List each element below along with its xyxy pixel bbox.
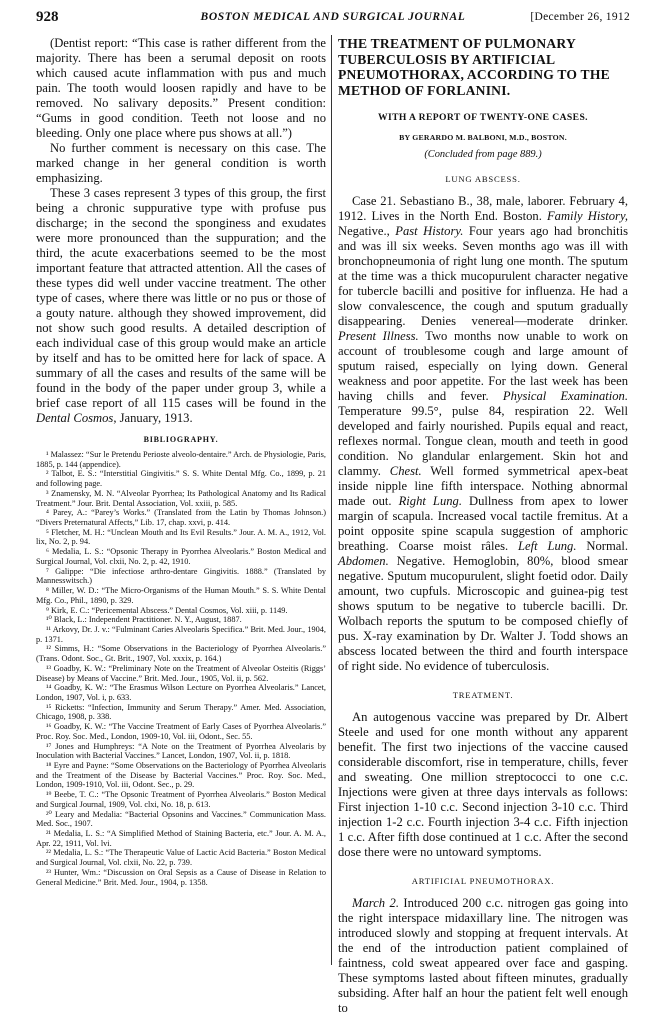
paragraph: (Dentist report: “This case is rather different from the majority. There has been a serumal deposit on roots which caused acute inflammation with pus and much pain. The tooth would loosen rapidly and have to be removed. No salivary deposits.” Present condition: “Gums in good condition. Teeth not loose and no bleeding. Only one place where pus shows at all.”) (36, 36, 326, 140)
column-divider (331, 35, 332, 965)
lung-abscess-heading: LUNG ABSCESS. (445, 174, 521, 184)
case-text: Case 21. Sebastiano B., 38, male, laborer. February 4, 1912. Lives in the North End. Boston. (338, 194, 628, 223)
bibliography-entry: ¹² Simms, H.: “Some Observations in the Bacteriology of Pyorrhea Alveolaris.” (Trans. Odont. Soc., Gt. Brit., 1907, Vol. xxxix, p. 164.) (36, 644, 326, 664)
case-text: Negative., (338, 224, 390, 238)
pneumothorax-paragraph (338, 896, 628, 1016)
right-lung-label: Right Lung. (398, 494, 462, 508)
chest-label: Chest. (389, 464, 422, 478)
paragraph: No further comment is necessary on this case. The marked change in her general condition is worth emphasizing. (36, 141, 326, 185)
bibliography-entry: ¹⁹ Beebe, T. C.: “The Opsonic Treatment of Pyorrhea Alveolaris.” Boston Medical and Surgical Journal, 1909, Vol. clxi, No. 18, p. 613. (36, 790, 326, 809)
bibliography-entry: ⁵ Fletcher, M. H.: “Unclean Mouth and Its Evil Results.” Jour. A. M. A., 1912, Vol. lix, No. 2, p. 94. (36, 527, 326, 547)
bibliography-entry: ¹³ Goadby, K. W.: “Preliminary Note on the Treatment of Alveolar Osteitis (Riggs’ Disease) by Means of Vaccine.” Brit. Med. Jour., 1905, Vol. ii, p. 562. (36, 663, 326, 683)
bibliography-entry: ¹⁷ Jones and Humphreys: “A Note on the Treatment of Pyorrhea Alveolaris by Inoculation with Bacterial Vaccines.” Lancet, London, 1907, Vol. ii, p. 1818. (36, 741, 326, 761)
left-lung-label: Left Lung. (518, 539, 577, 553)
bibliography-entry: ⁷ Galippe: “Die infectiose arthro-dentare Gingivitis. 1888.” (Translated by Mannesswitsch.) (36, 566, 326, 586)
article-subtitle: WITH A REPORT OF TWENTY-ONE CASES. (378, 112, 588, 123)
bibliography-entry: ¹⁰ Black, L.: Independent Practitioner. N. Y., August, 1887. (46, 615, 242, 625)
right-column (338, 36, 628, 1016)
page-number: 928 (36, 9, 59, 25)
journal-title: BOSTON MEDICAL AND SURGICAL JOURNAL (200, 11, 466, 23)
paragraph (36, 186, 326, 426)
past-history-label: Past History. (389, 224, 464, 238)
bibliography-list (36, 450, 326, 887)
dental-cosmos-citation: Dental Cosmos (36, 411, 114, 425)
physical-exam-label: Physical Examination. (502, 389, 628, 403)
case-report-paragraph (338, 194, 628, 674)
pneumothorax-text: Introduced 200 c.c. nitrogen gas going into the right interspace midaxillary line. The nitrogen was introduced slowly and stopping at frequent intervals. At the end of the introduction patient complained of faintness, cold sweat appeared over face and gasping. These symptoms lasted about fifteen minutes, gradually subsiding. After half an hour the patient felt well enough to (338, 896, 629, 1015)
bibliography-entry: ¹¹ Arkovy, Dr. J. v.: “Fulminant Caries Alveolaris Specifica.” Brit. Med. Jour., 1904, p. 1371. (36, 624, 326, 644)
bibliography-entry: ⁶ Medalia, L. S.: “Opsonic Therapy in Pyorrhea Alveolaris.” Boston Medical and Surgical Journal, Vol. clxii, No. 2, p. 42, 1910. (36, 547, 326, 566)
treatment-heading: TREATMENT. (452, 690, 514, 700)
family-history-label: Family History, (546, 209, 628, 223)
bibliography-entry: ²² Medalia, L. S.: “The Therapeutic Value of Lactic Acid Bacteria.” Boston Medical and Surgical Journal, Vol. clxii, No. 22, p. 739. (36, 848, 326, 868)
pneumothorax-heading: ARTIFICIAL PNEUMOTHORAX. (411, 876, 555, 886)
bibliography-entry: ³ Znamensky, M. N. “Alveolar Pyorrhea; Its Pathological Anatomy and Its Radical Treatment.” Jour. Brit. Dental Association, Vol. xxiii, p. 585. (36, 488, 326, 508)
author-byline: BY GERARDO M. BALBONI, M.D., BOSTON. (399, 133, 567, 142)
bibliography-entry: ²³ Hunter, Wm.: “Discussion on Oral Sepsis as a Cause of Disease in Relation to General Medicine.” Brit. Med. Jour., 1904, p. 1358. (36, 867, 326, 887)
paragraph-text: These 3 cases represent 3 types of this group, the first being a chronic suppurative type with profuse pus discharge; in the second the sponginess and exudates were more pronounced than the suppuration; and the third, the acute exacerbations seemed to be the most important feature that attracted attention. All the cases of these types did well under vaccine treatment. The other type of cases, where there was little or no pus or those of a gouty nature. although they showed improvement, did not show such good results. A detailed description of each individual case of this group would make an article by itself and has to be omitted here for lack of space. A summary of all the cases and results of the same will be found in the body of the paper under group 3, while a brief case report of all 115 cases will be found in the (36, 186, 326, 410)
bibliography-entry: ¹⁵ Ricketts: “Infection, Immunity and Serum Therapy.” Amer. Med. Association, Chicago, 1908, p. 338. (36, 702, 326, 722)
bibliography-entry: ²¹ Medalia, L. S.: “A Simplified Method of Staining Bacteria, etc.” Jour. A. M. A., Apr. 22, 1911, Vol. lvi. (36, 829, 326, 848)
case-text: Dullness from apex to lower margin of scapula. Increased vocal tactile fremitus. At a point opposite spine scapula suggestion of amphoric breathing. Coarse moist râles. (338, 494, 628, 553)
march-date-label: March 2. (352, 896, 399, 910)
case-text: Two months now unable to work on account of troublesome cough and large amount of sputum raised, especially on lying down. General weakness and poor appetite. For the last week has been having chills and fever. (338, 329, 628, 403)
present-illness-label: Present Illness. (338, 329, 419, 343)
bibliography-entry: ²⁰ Leary and Medalia: “Bacterial Opsonins and Vaccines.” Communication Mass. Med. Soc., 1907. (36, 809, 326, 829)
bibliography-heading: BIBLIOGRAPHY. (143, 435, 219, 444)
case-text: Negative. Hemoglobin, 80%, blood smear negative. Sputum mucopurulent, slight foetid odor. Daily amount, two cupfuls. Microscopic and guinea-pig test shows sputum to be negative to tubercle bacilli. Dr. Wolbach reports the sputum to be composed chiefly of pus. X-ray examination by Dr. Walter J. Todd shows an abscess located between the third and fourth interspace of right side. No evidence of tuberculosis. (338, 554, 628, 673)
bibliography-entry: ⁴ Parey, A.: “Parey’s Works.” (Translated from the Latin by Thomas Johnson.) “Divers Preternatural Affects,” Lib. 17, chap. xxvi, p. 414. (36, 508, 326, 528)
case-text: Normal. (576, 539, 628, 553)
running-header (36, 9, 630, 27)
treatment-paragraph: An autogenous vaccine was prepared by Dr. Albert Steele and used for one month without any apparent benefit. The first two injections of the vaccine caused considerable discomfort, rise in temperature, chills, fever and sweating. One million streptococci to one c.c. Injections were given at three days intervals as follows: First injection 1-10 c.c. Second injection 3-10 c.c. Third injection 1-2 c.c. Fourth injection 3-4 c.c. Fifth injection 1 c.c. After fifth dose continued at 1 c.c. After the second dose there were no untoward symptoms. (338, 710, 628, 859)
paragraph-text: , January, 1913. (113, 411, 193, 425)
bibliography-entry: ⁹ Kirk, E. C.: “Pericemental Abscess.” Dental Cosmos, Vol. xiii, p. 1149. (46, 605, 288, 615)
bibliography-entry: ¹⁸ Eyre and Payne: “Some Observations on the Bacteriology of Pyorrhea Alveolaris and the Treatment of the Disease by Bacterial Vaccines.” Proc. Roy. Soc. Med., London, 1909-1910, Vol. iii, Odont. Sec., p. 29. (36, 761, 326, 790)
case-text: Temperature 99.5°, pulse 84, respiration 22. Well developed and fairly nourished. Pupils equal and react, reflexes normal. Tongue clean, mouth and teeth in good condition. No glandular enlargement. Skin hot and clammy. (338, 404, 628, 478)
abdomen-label: Abdomen. (338, 554, 389, 568)
bibliography-entry: ¹ Malassez: “Sur le Pretendu Perioste alveolo-dentaire.” Arch. de Physiologie, Paris, 1885, p. 144 (appendice). (36, 450, 326, 469)
bibliography-entry: ¹⁴ Goadby, K. W.: “The Erasmus Wilson Lecture on Pyorrhea Alveolaris.” Lancet, London, 1907, Vol. i, p. 633. (36, 683, 326, 702)
continued-note: (Concluded from page 889.) (424, 149, 542, 160)
issue-date: [December 26, 1912 (530, 11, 630, 23)
left-column (36, 36, 326, 887)
bibliography-entry: ¹⁶ Goadby, K. W.: “The Vaccine Treatment of Early Cases of Pyorrhea Alveolaris.” Proc. Roy. Soc. Med., London, 1909-10, Vol. iii, Odont., Sec. 55. (36, 722, 326, 741)
case-text: Well formed symmetrical apex-beat inside nipple line fifth interspace. Nothing abnormal made out. (338, 464, 628, 508)
article-title: THE TREATMENT OF PULMONARY TUBERCULOSIS BY ARTIFICIAL PNEUMOTHORAX, ACCORDING TO THE METHOD OF FORLANINI. (338, 36, 610, 98)
bibliography-entry: ⁸ Miller, W. D.: “The Micro-Organisms of the Human Mouth.” S. S. White Dental Mfg. Co., Phil., 1890, p. 329. (36, 586, 326, 605)
bibliography-entry: ² Talbot, E. S.: “Interstitial Gingivitis.” S. S. White Dental Mfg. Co., 1899, p. 21 and following page. (36, 469, 326, 489)
case-text: Four years ago had bronchitis and was ill six weeks. Seven months ago was ill with bronchopneumonia of right lung one month. The sputum at the time was a thick mucopurulent character negative for tubercle bacilli and positive for influenza. He had a slow convalescence, the cough and sputum gradually disappearing. Denies venereal—moderate drinker. (338, 224, 629, 328)
